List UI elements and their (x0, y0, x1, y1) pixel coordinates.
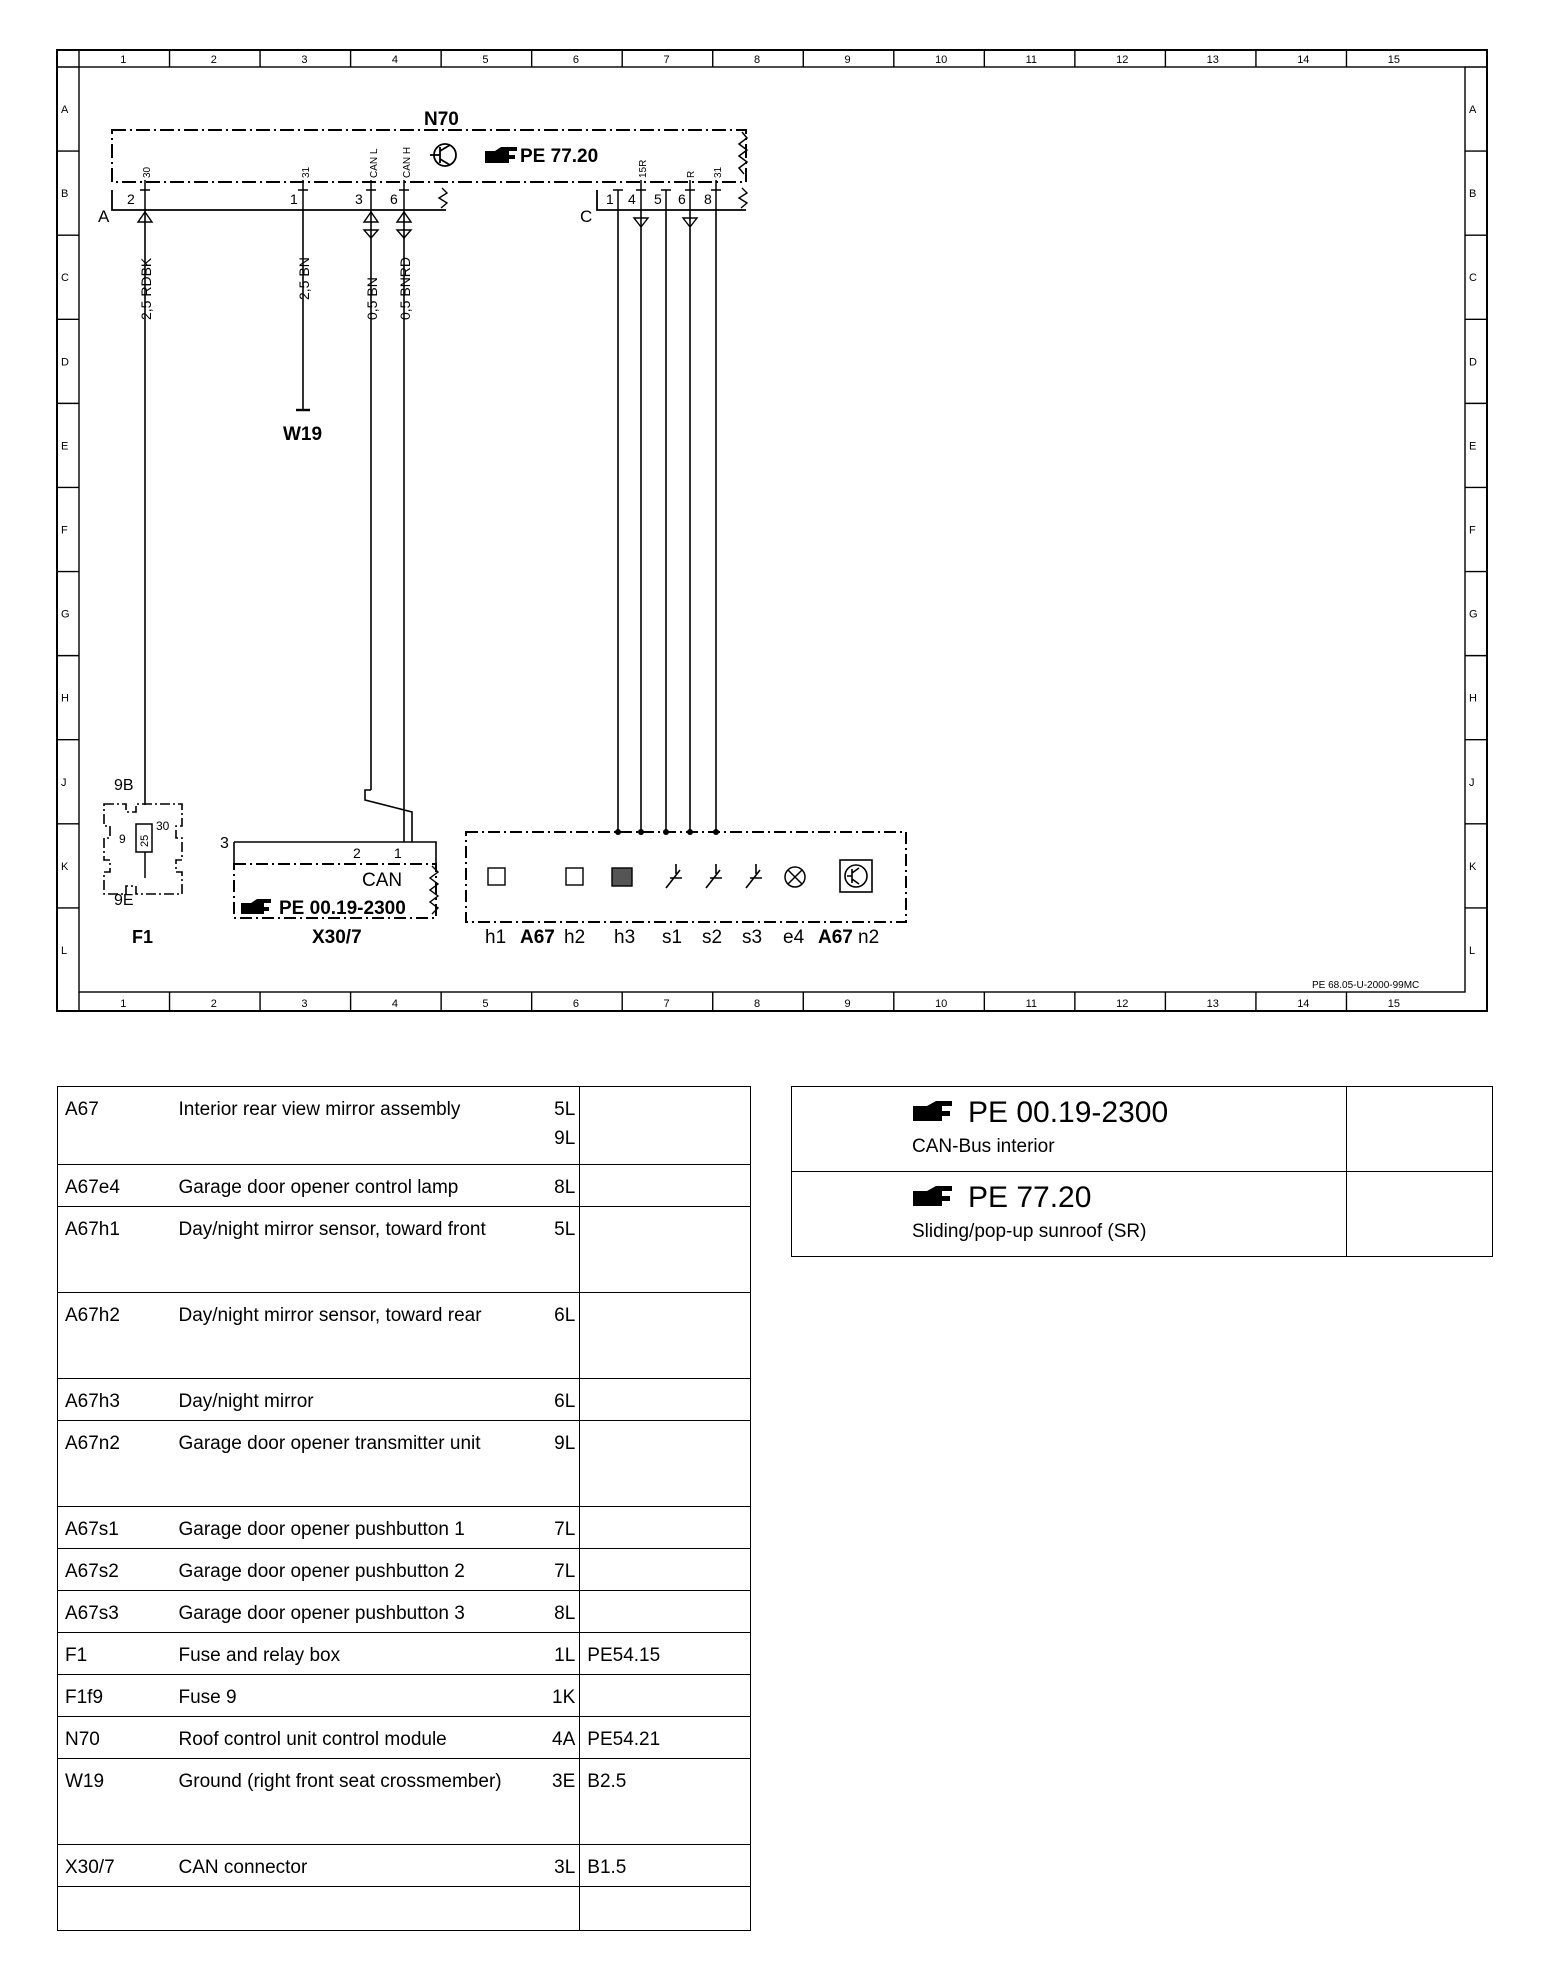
reference-hand-icon (241, 899, 271, 914)
row-letter: D (61, 356, 69, 369)
legend-description: Garage door opener control lamp (172, 1165, 533, 1207)
column-number: 4 (391, 998, 398, 1010)
legend-row (58, 1845, 751, 1887)
a67n2-label: A67 (818, 927, 853, 948)
column-number: 11 (1025, 998, 1038, 1010)
legend-reference (580, 1675, 751, 1717)
pin-number: 4 (628, 191, 636, 207)
legend-code: F1 (58, 1633, 173, 1675)
column-number: 14 (1297, 54, 1310, 66)
fuse-terminal: 30 (156, 819, 170, 833)
reference-table (791, 1086, 1493, 1257)
connector-a-pins (127, 191, 398, 207)
legend-code: A67h1 (58, 1207, 173, 1293)
wires (145, 210, 716, 842)
a67-component-labels (485, 927, 879, 948)
wire-label: 2,5 RDBK (138, 257, 154, 320)
pushbutton-2-icon (706, 864, 722, 888)
mirror-hatched-icon (612, 868, 632, 886)
sensor-front-icon (488, 868, 505, 885)
legend-location: 5L (533, 1207, 580, 1293)
legend-location: 5L 9L (533, 1087, 580, 1165)
grid-labels (61, 54, 1478, 1010)
reference-row (792, 1087, 1493, 1172)
legend-description: Day/night mirror sensor, toward front (172, 1207, 533, 1293)
s2-label: s2 (702, 927, 723, 948)
reference-title: CAN-Bus interior (912, 1136, 1055, 1157)
n70-reference: PE 77.20 (520, 146, 599, 167)
e4-label: e4 (783, 927, 805, 948)
legend-location: 9L (533, 1421, 580, 1507)
legend-location: 7L (533, 1549, 580, 1591)
legend-code: N70 (58, 1717, 173, 1759)
legend-location: 8L (533, 1165, 580, 1207)
legend-code: A67e4 (58, 1165, 173, 1207)
empty-cell (58, 1887, 580, 1931)
legend-reference (580, 1421, 751, 1507)
x30-pin-3: 3 (220, 835, 229, 852)
pin-number: 1 (606, 191, 614, 207)
empty-cell (580, 1887, 751, 1931)
h1-label: h1 (485, 927, 507, 948)
pushbutton-3-icon (746, 864, 762, 888)
column-number: 15 (1387, 998, 1400, 1010)
wire-label: 0,5 BNRD (397, 256, 413, 320)
column-number: 10 (935, 998, 948, 1010)
column-number: 14 (1297, 998, 1310, 1010)
legend-reference (580, 1549, 751, 1591)
row-letter: H (1469, 692, 1477, 705)
row-letter: K (1469, 860, 1477, 873)
h3-label: h3 (614, 927, 636, 948)
wire-label: 0,5 BN (364, 277, 380, 320)
row-letter: L (61, 944, 68, 957)
legend-reference: B2.5 (580, 1759, 751, 1845)
legend-description: Garage door opener pushbutton 2 (172, 1549, 533, 1591)
column-number: 9 (844, 998, 851, 1010)
legend-row (58, 1549, 751, 1591)
column-number: 15 (1387, 54, 1400, 66)
row-letter: L (1469, 944, 1476, 957)
column-number: 5 (482, 998, 489, 1010)
reference-blank-cell (1347, 1087, 1493, 1172)
transistor-symbol-icon (430, 144, 456, 166)
legend-reference (580, 1207, 751, 1293)
grid-ticks (57, 50, 1487, 1011)
pin-label: CAN L (369, 148, 380, 178)
pin-number: 3 (355, 191, 363, 207)
pin-label: 15R (638, 159, 649, 178)
column-number: 3 (301, 54, 308, 66)
legend-code: A67n2 (58, 1421, 173, 1507)
legend-reference (580, 1591, 751, 1633)
reference-code[interactable]: PE 00.19-2300 (968, 1096, 1169, 1129)
control-lamp-icon (785, 867, 805, 887)
legend-location: 3E (533, 1759, 580, 1845)
reference-title: Sliding/pop-up sunroof (SR) (912, 1221, 1147, 1242)
pin-label: CAN H (402, 146, 413, 178)
w19-label: W19 (283, 424, 323, 445)
wire-arrows (138, 212, 697, 238)
legend-reference: B1.5 (580, 1845, 751, 1887)
legend-location: 1K (533, 1675, 580, 1717)
column-number: 6 (572, 998, 580, 1010)
column-number: 9 (844, 54, 851, 66)
legend-location: 4A (533, 1717, 580, 1759)
legend-reference (580, 1293, 751, 1379)
f1-9e-label: 9E (114, 892, 134, 909)
row-letter: C (1469, 272, 1477, 285)
wire-label: 2,5 BN (296, 257, 312, 300)
f1-fuse-box (104, 777, 182, 947)
x30-pin-2: 2 (353, 845, 361, 861)
legend-row (58, 1507, 751, 1549)
frame-outer (57, 50, 1487, 1011)
column-number: 2 (210, 54, 217, 66)
fuse-number: 9 (119, 832, 126, 846)
row-letter: F (1469, 524, 1476, 537)
legend-code: F1f9 (58, 1675, 173, 1717)
legend-description: Ground (right front seat crossmember) (172, 1759, 533, 1845)
column-number: 5 (482, 54, 489, 66)
column-number: 12 (1116, 54, 1129, 66)
drawing-id: PE 68.05-U-2000-99MC (1312, 980, 1420, 991)
x30-pin-1: 1 (394, 845, 402, 861)
legend-code: W19 (58, 1759, 173, 1845)
frame-inner (79, 67, 1465, 992)
connector-c-pins (606, 191, 712, 207)
column-number: 1 (120, 998, 127, 1010)
legend-location: 6L (533, 1293, 580, 1379)
row-letter: A (61, 104, 69, 117)
component-legend-table (57, 1086, 751, 1931)
legend-row (58, 1633, 751, 1675)
row-letter: J (1469, 776, 1475, 789)
legend-row (58, 1207, 751, 1293)
legend-code: A67s2 (58, 1549, 173, 1591)
row-letter: E (61, 440, 69, 453)
legend-reference (580, 1507, 751, 1549)
legend-description: CAN connector (172, 1845, 533, 1887)
legend-reference (580, 1379, 751, 1421)
pin-number: 5 (654, 191, 662, 207)
column-number: 6 (572, 54, 580, 66)
legend-reference: PE54.21 (580, 1717, 751, 1759)
s1-label: s1 (662, 927, 683, 948)
column-number: 12 (1116, 998, 1129, 1010)
x30-label: X30/7 (312, 927, 362, 948)
row-letter: C (61, 272, 69, 285)
reference-hand-icon (912, 1185, 954, 1211)
legend-location: 6L (533, 1379, 580, 1421)
x30-7-connector (220, 835, 438, 948)
legend-row (58, 1675, 751, 1717)
legend-location: 7L (533, 1507, 580, 1549)
legend-description: Roof control unit control module (172, 1717, 533, 1759)
can-label: CAN (362, 870, 403, 891)
pin-number: 8 (704, 191, 712, 207)
sensor-rear-icon (566, 868, 583, 885)
row-letter: H (61, 692, 69, 705)
f1-9b-label: 9B (114, 777, 134, 794)
legend-row (58, 1087, 751, 1165)
legend-description: Garage door opener transmitter unit (172, 1421, 533, 1507)
column-number: 7 (663, 998, 670, 1010)
row-letter: G (1469, 608, 1478, 621)
reference-cell (792, 1172, 1347, 1257)
legend-empty-row (58, 1887, 751, 1931)
reference-hand-icon (485, 147, 517, 163)
row-letter: B (61, 188, 69, 201)
x30-reference: PE 00.19-2300 (279, 898, 406, 919)
legend-row (58, 1759, 751, 1845)
column-number: 10 (935, 54, 948, 66)
connector-c-label: C (580, 207, 593, 226)
legend-code: A67s3 (58, 1591, 173, 1633)
legend-code: A67h3 (58, 1379, 173, 1421)
legend-description: Garage door opener pushbutton 1 (172, 1507, 533, 1549)
legend-code: X30/7 (58, 1845, 173, 1887)
column-number: 11 (1025, 54, 1038, 66)
legend-reference: PE54.15 (580, 1633, 751, 1675)
row-letter: F (61, 524, 68, 537)
column-number: 8 (754, 998, 761, 1010)
column-number: 2 (210, 998, 217, 1010)
a67-mirror-assembly (466, 829, 906, 948)
pin-label: 31 (713, 166, 724, 178)
row-letter: J (61, 776, 67, 789)
pin-label: R (686, 170, 697, 178)
legend-description: Day/night mirror sensor, toward rear (172, 1293, 533, 1379)
legend-code: A67h2 (58, 1293, 173, 1379)
reference-hand-icon (912, 1100, 954, 1126)
reference-blank-cell (1347, 1172, 1493, 1257)
pin-number: 2 (127, 191, 135, 207)
s3-label: s3 (742, 927, 763, 948)
pin-number: 6 (678, 191, 686, 207)
legend-row (58, 1421, 751, 1507)
legend-code: A67s1 (58, 1507, 173, 1549)
legend-row (58, 1379, 751, 1421)
column-number: 3 (301, 998, 308, 1010)
reference-row (792, 1172, 1493, 1257)
transmitter-icon (840, 860, 872, 892)
column-number: 1 (120, 54, 127, 66)
legend-description: Interior rear view mirror assembly (172, 1087, 533, 1165)
column-number: 7 (663, 54, 670, 66)
fuse-rating: 25 (139, 834, 151, 847)
row-letter: K (61, 860, 69, 873)
row-letter: D (1469, 356, 1477, 369)
legend-location: 3L (533, 1845, 580, 1887)
row-letter: E (1469, 440, 1477, 453)
legend-row (58, 1165, 751, 1207)
legend-reference (580, 1165, 751, 1207)
column-number: 13 (1206, 54, 1219, 66)
legend-location: 1L (533, 1633, 580, 1675)
legend-row (58, 1717, 751, 1759)
column-number: 13 (1206, 998, 1219, 1010)
row-letter: B (1469, 188, 1477, 201)
legend-reference (580, 1087, 751, 1165)
pushbutton-1-icon (666, 864, 682, 888)
n70-label: N70 (424, 109, 459, 130)
legend-row (58, 1293, 751, 1379)
row-letter: A (1469, 104, 1477, 117)
reference-cell (792, 1087, 1347, 1172)
n70-unit (98, 109, 747, 226)
row-letter: G (61, 608, 70, 621)
column-number: 8 (754, 54, 761, 66)
legend-code: A67 (58, 1087, 173, 1165)
n70-pin-labels (142, 147, 724, 178)
pin-label: 30 (142, 166, 153, 178)
legend-description: Fuse 9 (172, 1675, 533, 1717)
pin-number: 6 (390, 191, 398, 207)
column-number: 4 (391, 54, 398, 66)
a67-label: A67 (520, 927, 555, 948)
f1-label: F1 (132, 927, 154, 947)
legend-row (58, 1591, 751, 1633)
reference-code[interactable]: PE 77.20 (968, 1181, 1092, 1214)
pin-label: 31 (301, 166, 312, 178)
connector-a-label: A (98, 207, 110, 226)
pin-number: 1 (290, 191, 298, 207)
legend-location: 8L (533, 1591, 580, 1633)
legend-description: Day/night mirror (172, 1379, 533, 1421)
h2-label: h2 (564, 927, 586, 948)
a67n2-suffix: n2 (858, 927, 880, 948)
legend-description: Fuse and relay box (172, 1633, 533, 1675)
legend-description: Garage door opener pushbutton 3 (172, 1591, 533, 1633)
